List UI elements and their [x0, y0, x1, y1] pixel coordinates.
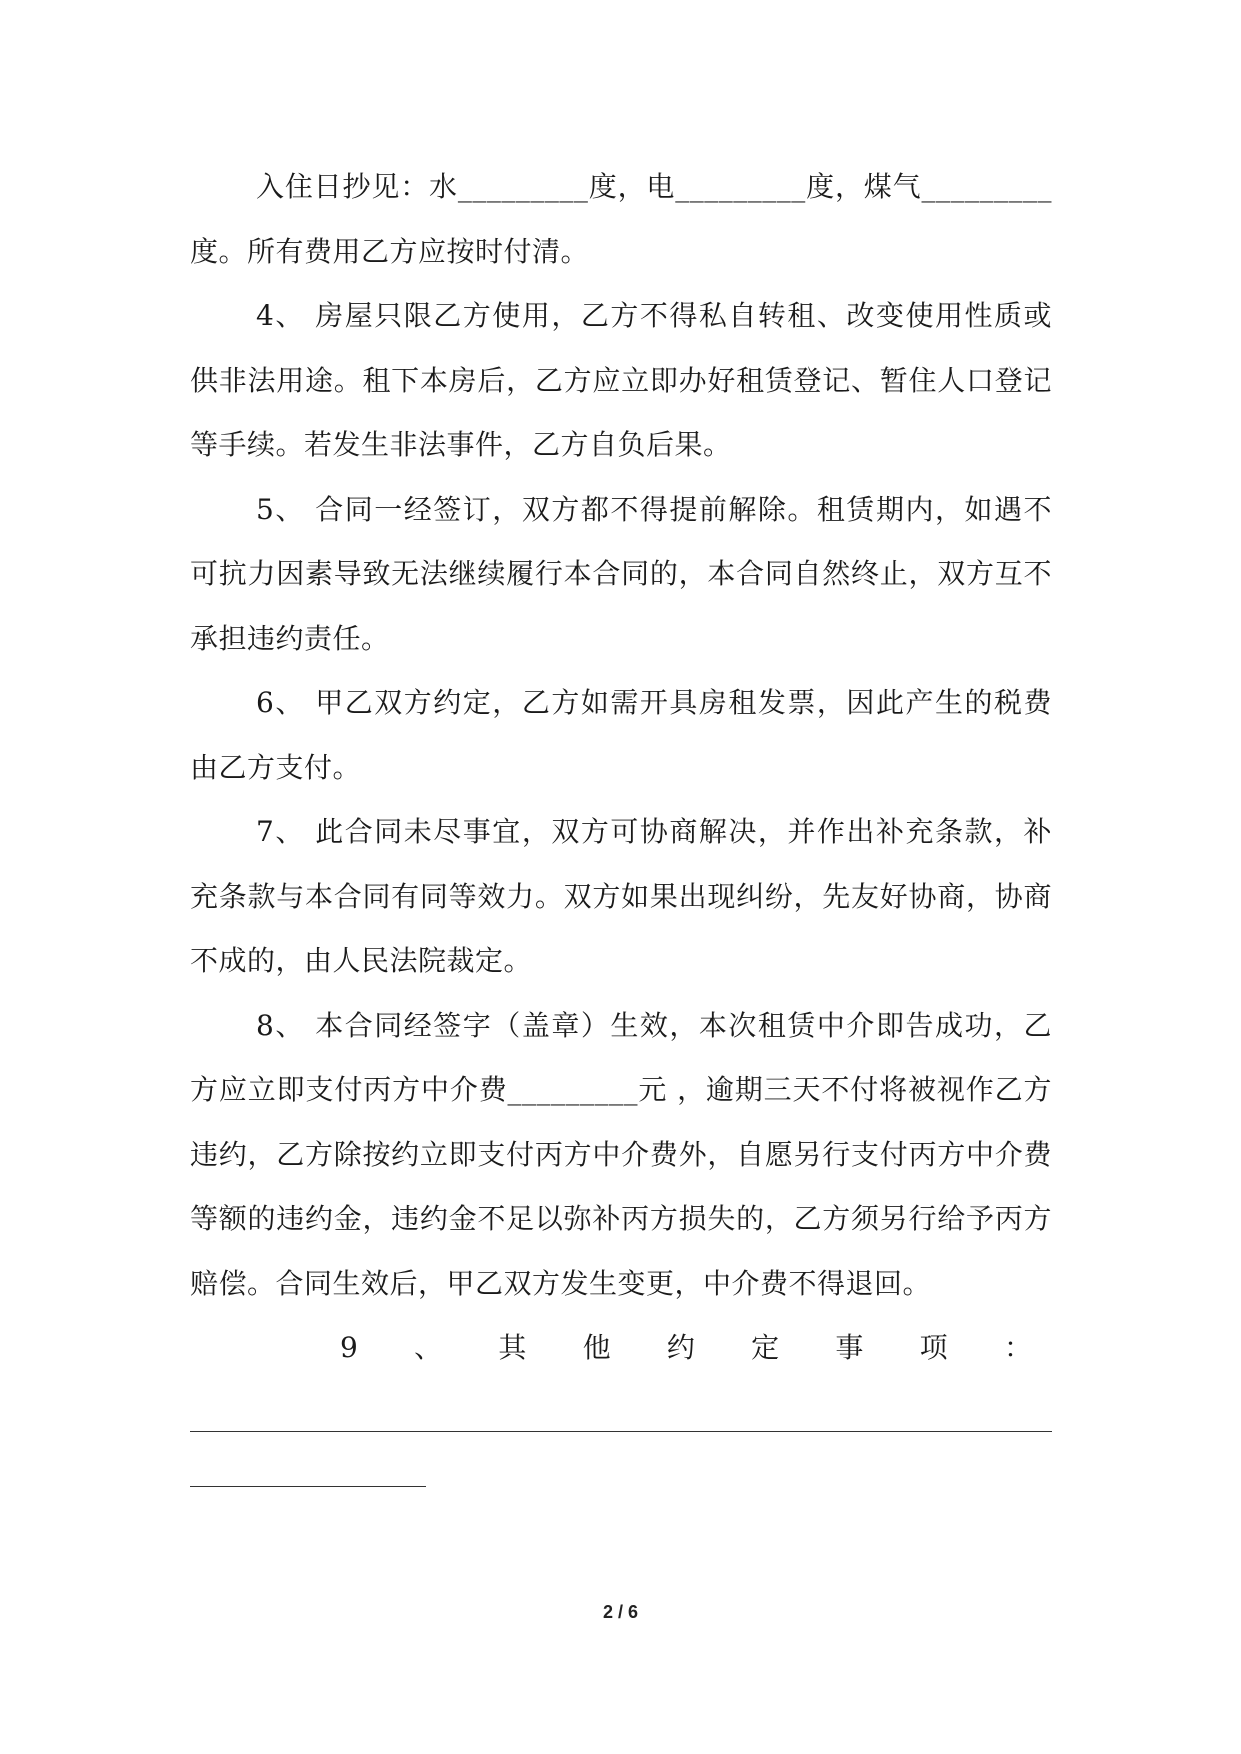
blank-fill-line	[190, 1391, 1052, 1432]
document-body	[190, 155, 1052, 1487]
clause-8: 8、 本合同经签字（盖章）生效，本次租赁中介即告成功，乙方应立即支付丙方中介费_________元 ，逾期三天不付将被视作乙方违约，乙方除按约立即支付丙方中介费外，自愿另行支付丙方中介费等额的违约金，违约金不足以弥补丙方损失的，乙方须另行给予丙方赔偿。合同生效后，甲乙双方发生变更，中介费不得退回。	[190, 1008, 1052, 1300]
clause-9-char: 事	[835, 1331, 864, 1364]
clause-4: 4、 房屋只限乙方使用，乙方不得私自转租、改变使用性质或供非法用途。租下本房后，乙方应立即办好租赁登记、暂住人口登记等手续。若发生非法事件，乙方自负后果。	[190, 299, 1052, 461]
clause-9-char: 、	[414, 1331, 443, 1364]
clause-9-char: ：	[1003, 1331, 1032, 1364]
clause-9-char: 9	[340, 1331, 358, 1364]
clause-9-char: 约	[666, 1331, 695, 1364]
clause-6: 6、 甲乙双方约定，乙方如需开具房租发票，因此产生的税费由乙方支付。	[190, 686, 1052, 784]
meter-reading-paragraph: 入住日抄见：水_________度，电_________度，煤气_________度。所有费用乙方应按时付清。	[190, 170, 1052, 268]
clause-9-heading	[190, 1316, 1052, 1381]
clause-5: 5、 合同一经签订，双方都不得提前解除。租赁期内，如遇不可抗力因素导致无法继续履行本合同的，本合同自然终止，双方互不承担违约责任。	[190, 492, 1052, 655]
clause-9-char: 其	[498, 1331, 527, 1364]
clause-9-char: 他	[582, 1331, 611, 1364]
blank-fill-line-short	[190, 1446, 426, 1487]
page-number: 2 / 6	[602, 1602, 639, 1622]
clause-7: 7、 此合同未尽事宜，双方可协商解决，并作出补充条款，补充条款与本合同有同等效力。双方如果出现纠纷，先友好协商，协商不成的，由人民法院裁定。	[190, 815, 1052, 977]
clause-9-char: 项	[919, 1331, 948, 1364]
clause-9-char: 定	[751, 1331, 780, 1364]
